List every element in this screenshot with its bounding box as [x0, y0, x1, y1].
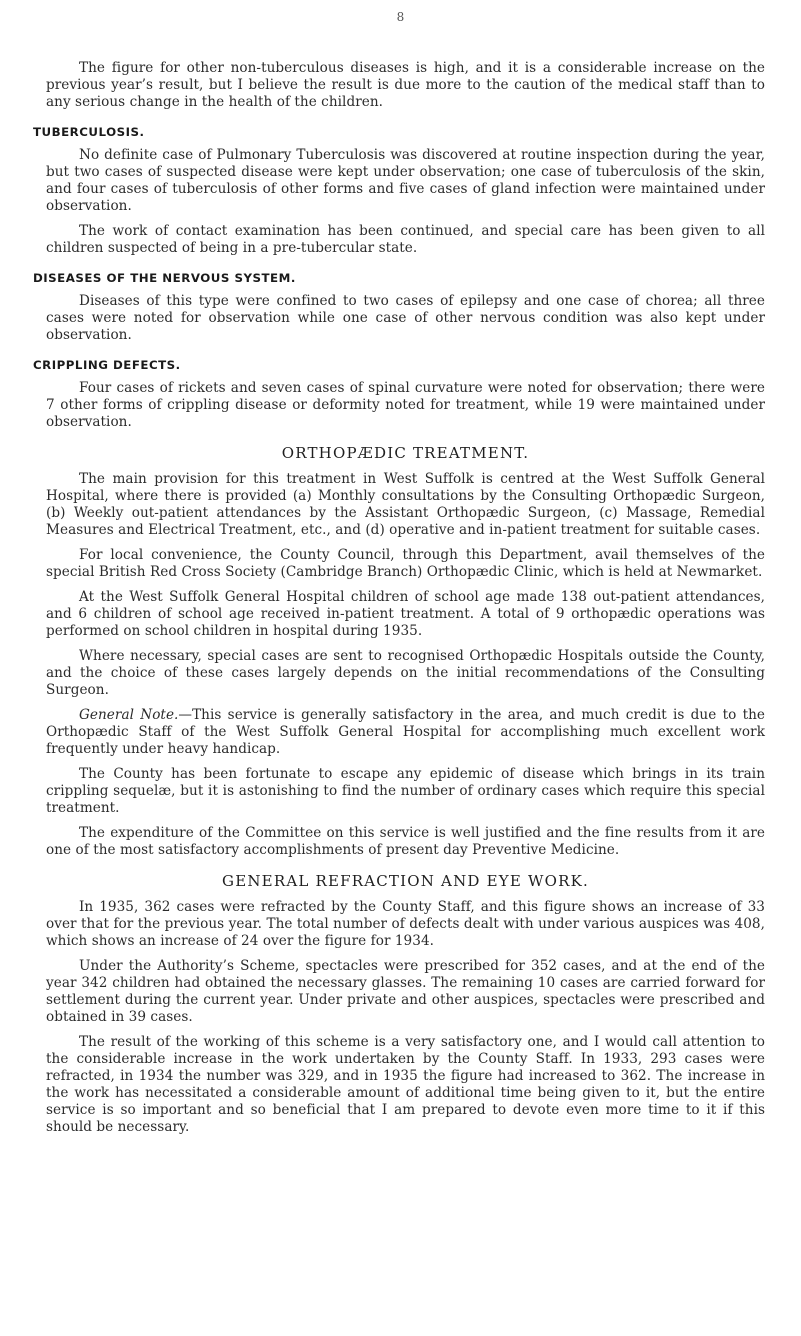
heading-nervous-system: DISEASES OF THE NERVOUS SYSTEM.: [33, 271, 296, 285]
heading-refraction-eye-work: GENERAL REFRACTION AND EYE WORK.: [222, 872, 589, 890]
heading-orthopaedic-treatment: ORTHOPÆDIC TREATMENT.: [281, 444, 530, 462]
refraction-paragraph-2: Under the Authority’s Scheme, spectacles were prescribed for 352 cases, and at the end of the year 342 children had obtained the necessary glasses. The remaining 10 cases are carried forward for settlement during the current year. Under private and other auspices, spectacles were prescribed and obtained in 39 cases.: [46, 958, 765, 1025]
heading-tuberculosis: TUBERCULOSIS.: [33, 125, 145, 139]
nervous-paragraph-1: Diseases of this type were confined to two cases of epilepsy and one case of chorea; all three cases were noted for observation while one case of other nervous condition was also kept under observation.: [46, 293, 765, 343]
crippling-paragraph-1: Four cases of rickets and seven cases of spinal curvature were noted for observation; there were 7 other forms of crippling disease or deformity noted for treatment, while 19 were maintained under observation.: [46, 380, 765, 430]
orthopaedic-paragraph-7: The expenditure of the Committee on this service is well justified and the fine results from it are one of the most satisfactory accomplishments of present day Preventive Medicine.: [46, 825, 765, 858]
orthopaedic-paragraph-5: [46, 707, 765, 758]
refraction-paragraph-3: The result of the working of this scheme is a very satisfactory one, and I would call attention to the considerable increase in the work undertaken by the County Staff. In 1933, 293 cases were refracted, in 1934 the number was 329, and in 1935 the figure had increased to 362. The increase in the work has necessitated a considerable amount of additional time being given to it, but the entire service is so important and so beneficial that I am prepared to devote even more time to it if this should be necessary.: [46, 1034, 765, 1135]
general-note-label: General Note.: [79, 707, 179, 723]
intro-paragraph: The figure for other non-tuberculous diseases is high, and it is a considerable increase on the previous year’s result, but I believe the result is due more to the caution of the medical staff than to any serious change in the health of the children.: [46, 60, 765, 110]
page-content: [33, 60, 765, 1144]
orthopaedic-paragraph-3: At the West Suffolk General Hospital children of school age made 138 out-patient attendances, and 6 children of school age received in-patient treatment. A total of 9 orthopædic operations was performed on school children in hospital during 1935.: [46, 589, 765, 639]
page-number: 8: [396, 10, 405, 24]
refraction-paragraph-1: In 1935, 362 cases were refracted by the County Staff, and this figure shows an increase of 33 over that for the previous year. The total number of defects dealt with under various auspices was 408, which shows an increase of 24 over the figure for 1934.: [46, 899, 765, 949]
heading-crippling-defects: CRIPPLING DEFECTS.: [33, 358, 181, 372]
orthopaedic-paragraph-2: For local convenience, the County Council, through this Department, avail themselves of the special British Red Cross Society (Cambridge Branch) Orthopædic Clinic, which is held at Newmarket.: [46, 547, 765, 580]
orthopaedic-paragraph-6: The County has been fortunate to escape any epidemic of disease which brings in its train crippling sequelæ, but it is astonishing to find the number of ordinary cases which require this special treatment.: [46, 766, 765, 816]
orthopaedic-paragraph-4: Where necessary, special cases are sent to recognised Orthopædic Hospitals outside the County, and the choice of these cases largely depends on the initial recommendations of the Consulting Surgeon.: [46, 648, 765, 698]
tuberculosis-paragraph-2: The work of contact examination has been continued, and special care has been given to all children suspected of being in a pre-tubercular state.: [46, 223, 765, 256]
orthopaedic-paragraph-1: The main provision for this treatment in West Suffolk is centred at the West Suffolk General Hospital, where there is provided (a) Monthly consultations by the Consulting Orthopædic Surgeon, (b) Weekly out-patient attendances by the Assistant Orthopædic Surgeon, (c) Massage, Remedial Measures and Electrical Treatment, etc., and (d) operative and in-patient treatment for suitable cases.: [46, 471, 765, 538]
tuberculosis-paragraph-1: No definite case of Pulmonary Tuberculosis was discovered at routine inspection during the year, but two cases of suspected disease were kept under observation; one case of tuberculosis of the skin, and four cases of tuberculosis of other forms and five cases of gland infection were maintained under observation.: [46, 147, 765, 214]
general-note-text: —This service is generally satisfactory in the area, and much credit is due to the Orthopædic Staff of the West Suffolk General Hospital for accomplishing much excellent work frequently under heavy handicap.: [46, 707, 765, 757]
